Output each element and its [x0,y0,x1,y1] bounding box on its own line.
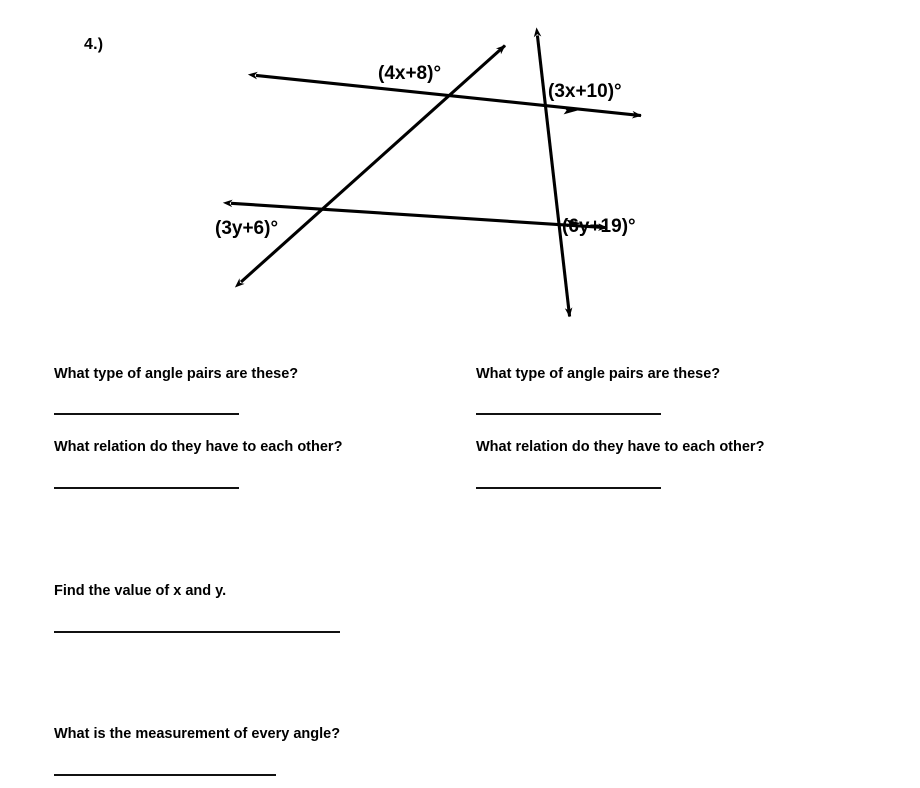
geometry-figure-svg [0,0,920,345]
angle-label-3x-plus-10: (3x+10)° [548,81,622,102]
question-angle-relation-left: What relation do they have to each other? [54,439,343,455]
lower-horizontal-line [231,203,607,227]
angle-label-6y-plus-19: (6y+19)° [562,216,636,237]
question-angle-pair-type-left: What type of angle pairs are these? [54,366,299,382]
diagonal-transversal [241,46,505,283]
answer-blank-measurement-every-angle[interactable] [54,774,276,776]
steep-transversal [537,36,569,317]
answer-blank-angle-pair-type-right[interactable] [476,413,661,415]
angle-label-4x-plus-8: (4x+8)° [378,63,442,84]
question-angle-relation-right: What relation do they have to each other? [476,439,765,455]
answer-blank-angle-pair-type-left[interactable] [54,413,239,415]
answer-blank-angle-relation-right[interactable] [476,487,661,489]
angle-label-3y-plus-6: (3y+6)° [215,218,279,239]
question-measurement-every-angle: What is the measurement of every angle? [54,726,341,742]
answer-blank-find-x-and-y[interactable] [54,631,340,633]
question-angle-pair-type-right: What type of angle pairs are these? [476,366,721,382]
question-find-x-and-y: Find the value of x and y. [54,583,227,599]
problem-number-label: 4.) [84,36,104,53]
geometry-figure [0,0,920,345]
answer-blank-angle-relation-left[interactable] [54,487,239,489]
